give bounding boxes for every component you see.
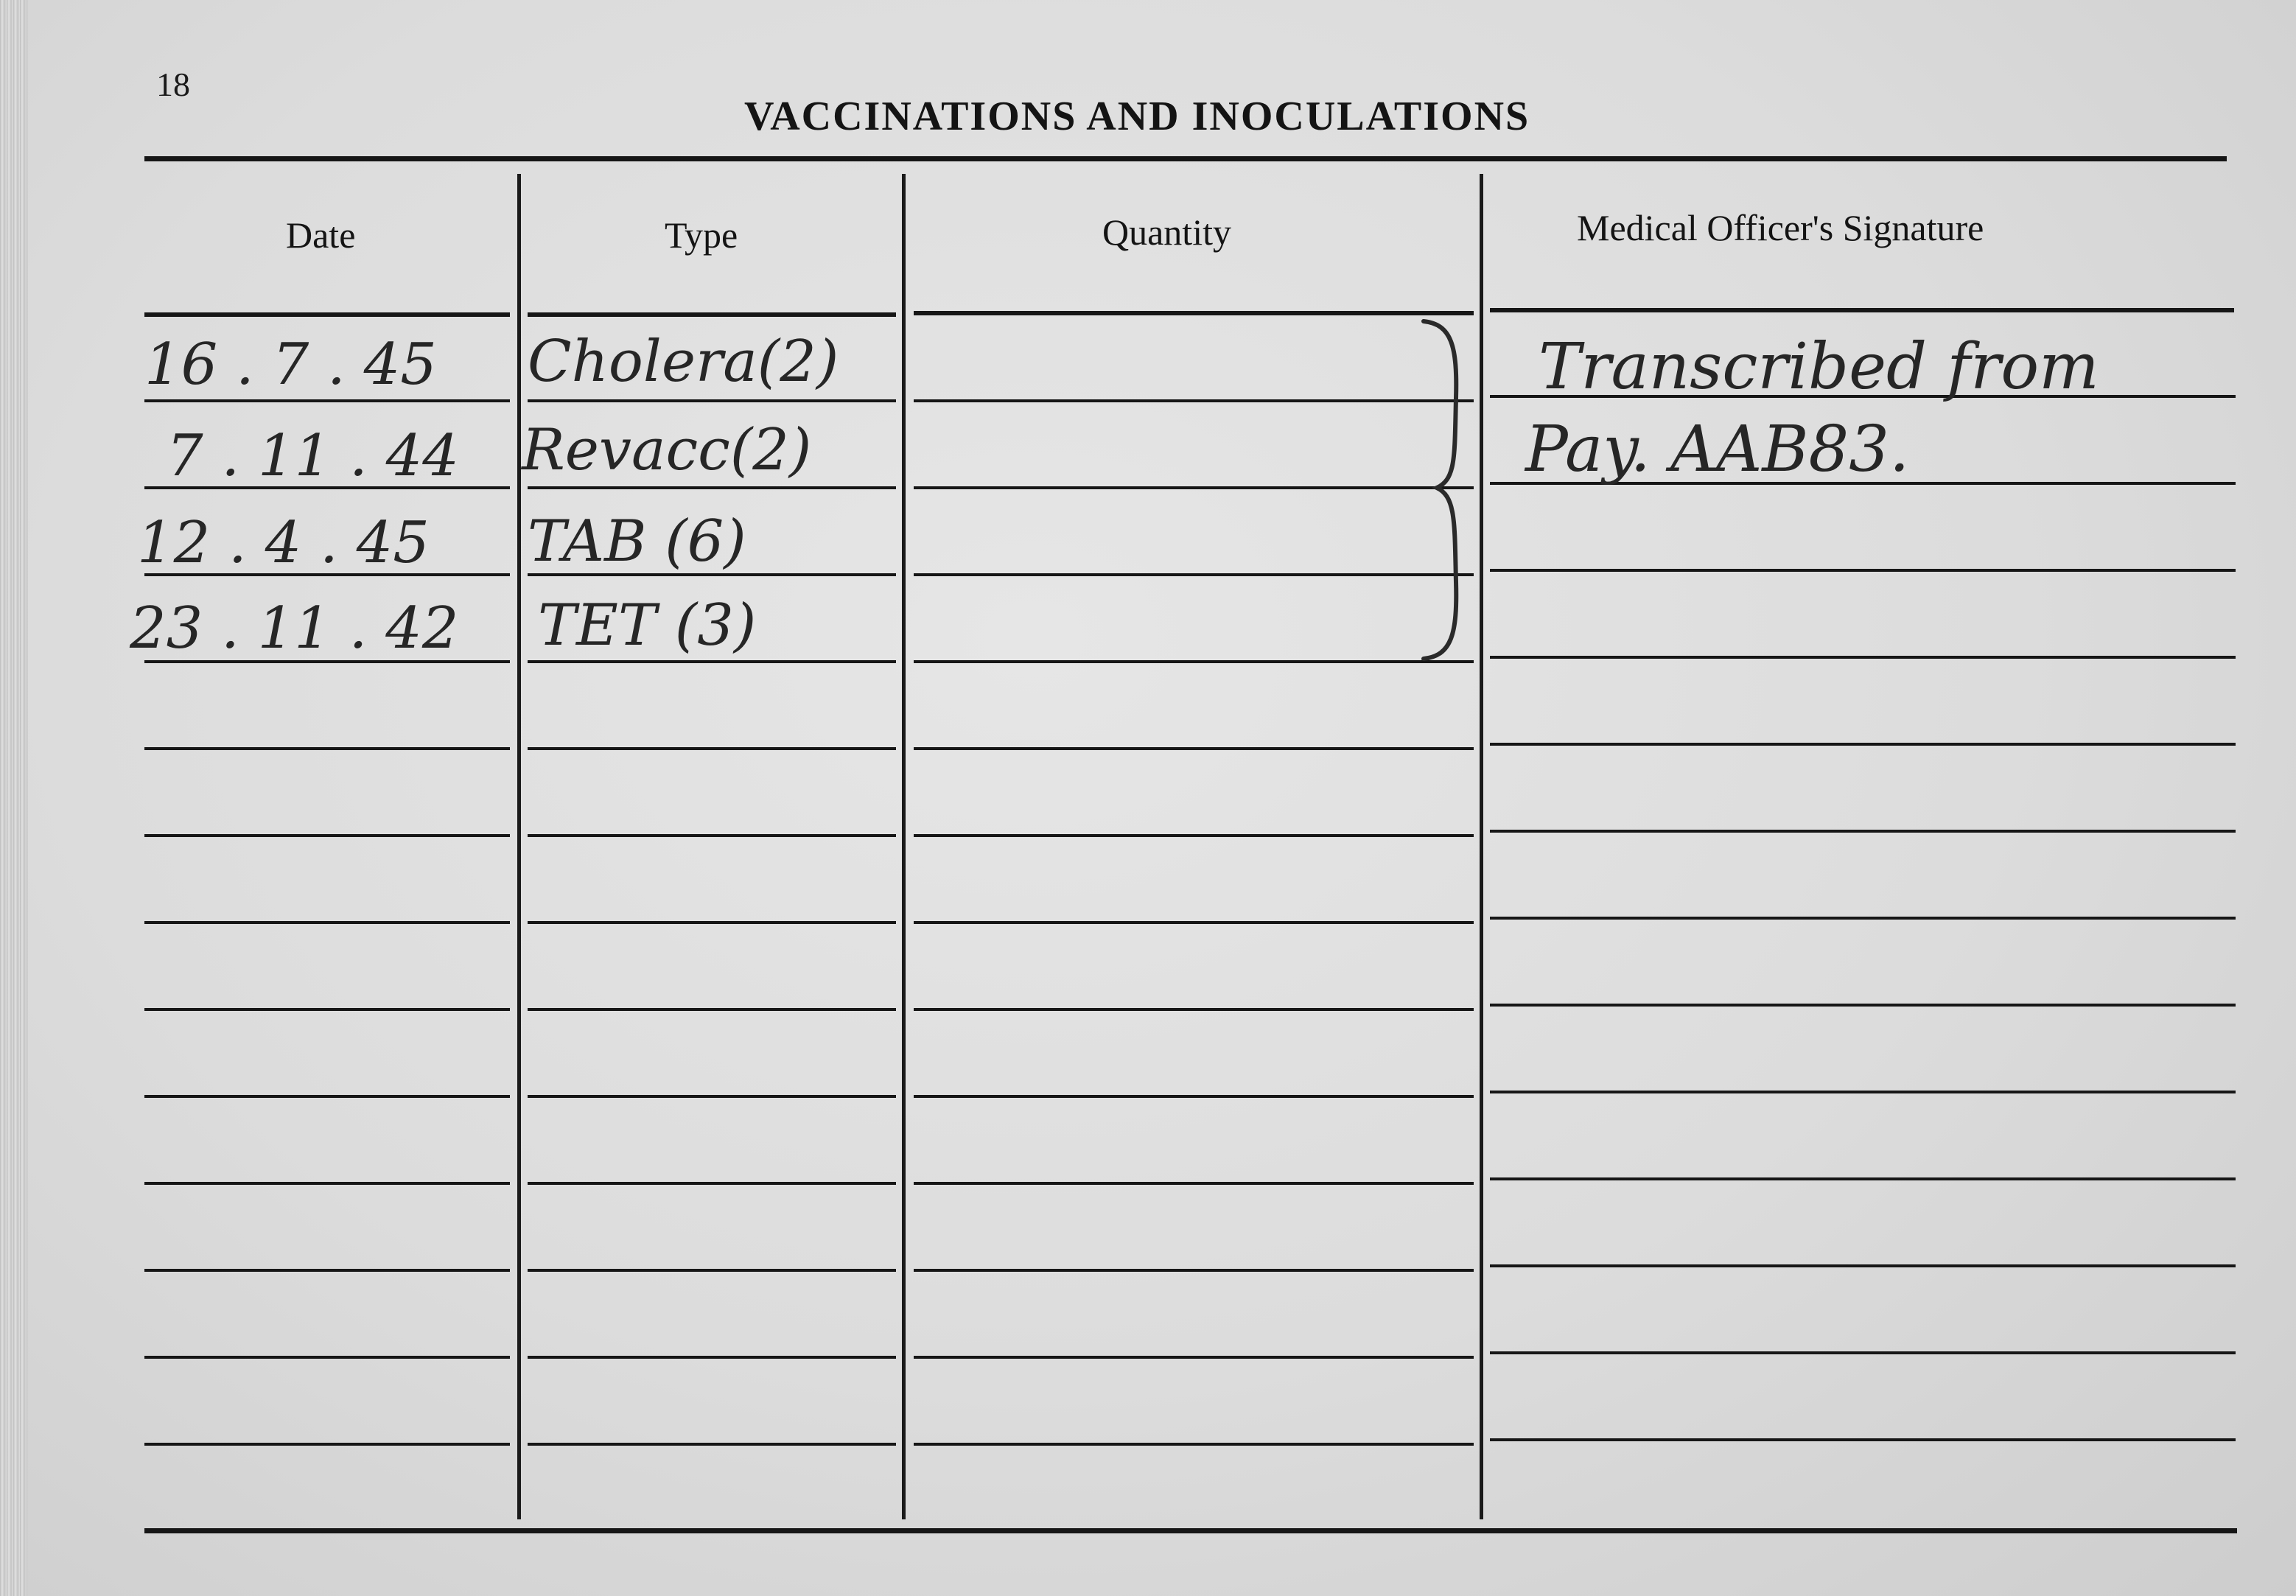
entry-3-date: 12 . 4 . 45 — [137, 510, 430, 576]
entry-1-date: 16 . 7 . 45 — [144, 332, 437, 398]
ruled-line-type — [528, 1182, 896, 1185]
ruled-line-quantity — [914, 834, 1474, 837]
entry-4-date: 23 . 11 . 42 — [130, 595, 459, 662]
ruled-line-quantity — [914, 1008, 1474, 1011]
ruled-line-quantity — [914, 1095, 1474, 1098]
ruled-line-type — [528, 1008, 896, 1011]
header-underline-quantity — [914, 311, 1474, 315]
ruled-line-quantity — [914, 399, 1474, 402]
column-header-signature: Medical Officer's Signature — [1577, 207, 1984, 248]
signature-note-line-2: Pay. AAB83. — [1525, 413, 1910, 486]
ruled-line-quantity — [914, 747, 1474, 750]
ruled-line-quantity — [914, 660, 1474, 663]
ruled-line-type — [528, 399, 896, 402]
entry-3-type: TAB (6) — [528, 508, 746, 575]
ruled-line-date — [144, 1269, 510, 1272]
ruled-line-type — [528, 834, 896, 837]
ruled-line-type — [528, 660, 896, 663]
ruled-line-quantity — [914, 573, 1474, 576]
ruled-line-date — [144, 1008, 510, 1011]
column-divider-date-type — [517, 174, 521, 1519]
ruled-line-signature — [1490, 830, 2236, 833]
ruled-line-date — [144, 747, 510, 750]
entry-2-date: 7 . 11 . 44 — [167, 423, 459, 489]
ruled-line-signature — [1490, 1264, 2236, 1267]
ruled-line-type — [528, 486, 896, 489]
signature-note-line-1: Transcribed from — [1539, 330, 2099, 404]
column-header-date: Date — [286, 214, 356, 256]
ruled-line-quantity — [914, 921, 1474, 924]
ruled-line-type — [528, 1443, 896, 1446]
ruled-line-type — [528, 747, 896, 750]
ruled-line-type — [528, 1356, 896, 1359]
column-header-quantity: Quantity — [1102, 211, 1231, 253]
entry-2-type: Revacc(2) — [522, 417, 812, 483]
ruled-line-date — [144, 834, 510, 837]
header-underline-date — [144, 312, 510, 317]
ruled-line-signature — [1490, 917, 2236, 920]
ruled-line-quantity — [914, 1182, 1474, 1185]
ruled-line-signature — [1490, 656, 2236, 659]
ruled-line-date — [144, 1443, 510, 1446]
ruled-line-type — [528, 1269, 896, 1272]
ruled-line-signature — [1490, 1177, 2236, 1180]
column-divider-quantity-signature — [1480, 174, 1483, 1519]
ruled-line-quantity — [914, 1269, 1474, 1272]
page-title: VACCINATIONS AND INOCULATIONS — [744, 94, 1530, 139]
ruled-line-type — [528, 1095, 896, 1098]
bottom-rule — [144, 1528, 2237, 1533]
ruled-line-signature — [1490, 1004, 2236, 1007]
entry-4-type: TET (3) — [538, 592, 757, 659]
column-divider-type-quantity — [902, 174, 906, 1519]
top-rule — [144, 156, 2227, 161]
ruled-line-date — [144, 921, 510, 924]
ruled-line-signature — [1490, 1438, 2236, 1441]
page-number: 18 — [156, 66, 190, 103]
ruled-line-signature — [1490, 569, 2236, 572]
ruled-line-signature — [1490, 743, 2236, 746]
ruled-line-signature — [1490, 1091, 2236, 1093]
ruled-line-date — [144, 1182, 510, 1185]
ruled-line-quantity — [914, 1356, 1474, 1359]
grouping-brace — [1415, 317, 1466, 663]
ruled-line-date — [144, 1095, 510, 1098]
ruled-line-signature — [1490, 1351, 2236, 1354]
page-stack-edge — [0, 0, 28, 1596]
ruled-line-quantity — [914, 486, 1474, 489]
header-underline-type — [528, 312, 896, 317]
header-underline-signature — [1490, 308, 2234, 312]
ruled-line-type — [528, 921, 896, 924]
entry-1-type: Cholera(2) — [528, 329, 839, 395]
column-header-type: Type — [665, 214, 738, 256]
ruled-line-date — [144, 399, 510, 402]
ruled-line-quantity — [914, 1443, 1474, 1446]
ruled-line-date — [144, 1356, 510, 1359]
